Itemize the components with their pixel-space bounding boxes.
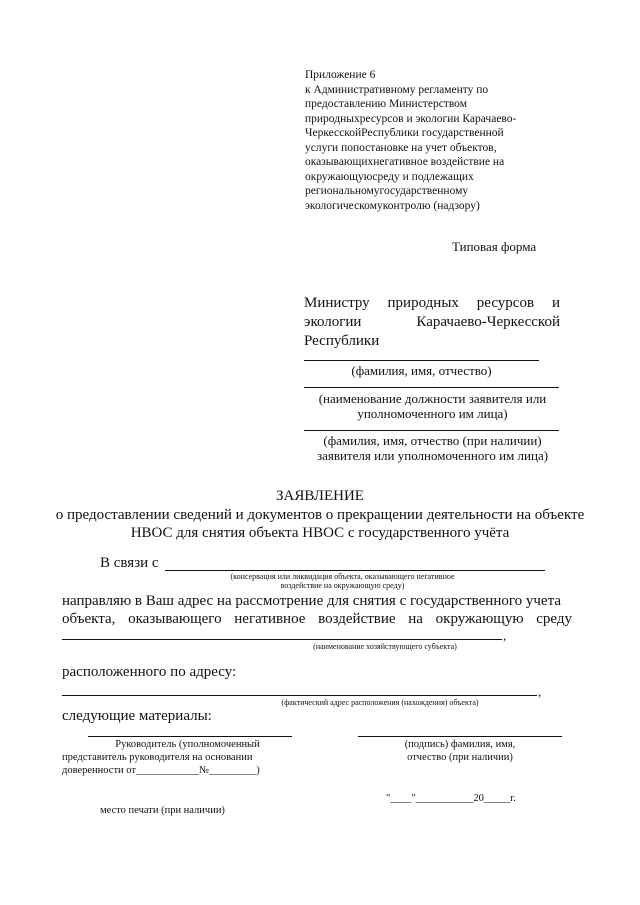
caption-applicant-name-1: (фамилия, имя, отчество (при наличии) bbox=[323, 433, 542, 448]
reason-line bbox=[165, 570, 545, 571]
object-statement: объекта, оказывающего негативное воздействие на окружающую среду bbox=[62, 611, 572, 627]
caption-reason-2: воздействие на окружающую среду) bbox=[280, 581, 405, 590]
applicant-name-line bbox=[304, 430, 559, 431]
caption-addressee-name: (фамилия, имя, отчество) bbox=[351, 363, 492, 378]
caption-entity: (наименование хозяйствующего субъекта) bbox=[313, 642, 457, 651]
signature-caption-2: отчество (при наличии) bbox=[407, 752, 513, 763]
caption-applicant-position-2: уполномоченного им лица) bbox=[357, 406, 508, 421]
caption-reason-1: (консервация или ликвидация объекта, оказывающего негативное bbox=[230, 572, 455, 581]
addressee-line-1: Министру природных ресурсов и bbox=[304, 295, 560, 311]
caption-address: (фактический адрес расположения (нахождения) объекта) bbox=[281, 698, 479, 707]
title-subline-2: НВОС для снятия объекта НВОС с государственного учёта bbox=[130, 525, 510, 541]
send-statement: направляю в Ваш адрес на рассмотрение для снятия с государственного учета bbox=[62, 593, 561, 609]
applicant-position-line bbox=[304, 387, 559, 388]
addressee-line-2: экологии Карачаево-Черкесской bbox=[304, 314, 560, 330]
in-connection-label: В связи с bbox=[100, 555, 159, 571]
signatory-caption-2: представитель руководителя на основании bbox=[62, 752, 253, 763]
signature-caption-1: (подпись) фамилия, имя, bbox=[404, 739, 516, 750]
caption-applicant-position-1: (наименование должности заявителя или bbox=[318, 391, 547, 406]
signature-line bbox=[358, 736, 562, 737]
date-field: "____"___________20_____г. bbox=[386, 793, 516, 804]
address-line bbox=[62, 695, 537, 696]
address-comma: , bbox=[538, 684, 542, 699]
addressee-name-line bbox=[304, 360, 539, 361]
appendix-reference: Приложение 6 к Административному регламенту по предоставлению Министерством природныхресурсов и экологии Карачаево- ЧеркесскойРеспублики государственной услуги попостановке на учет объектов, оказывающихнегативное воздействие на окружающуюсреду и подлежащих региональномугосударственному экологическомуконтролю (надзору) bbox=[305, 69, 517, 212]
document-title: ЗАЯВЛЕНИЕ bbox=[276, 488, 364, 504]
signatory-caption-1: Руководитель (уполномоченный bbox=[115, 739, 260, 750]
entity-comma: , bbox=[503, 628, 507, 643]
materials-label: следующие материалы: bbox=[62, 708, 212, 724]
caption-applicant-name-2: заявителя или уполномоченного им лица) bbox=[316, 448, 549, 463]
signatory-line bbox=[88, 736, 292, 737]
seal-label: место печати (при наличии) bbox=[100, 805, 225, 816]
title-subline-1: о предоставлении сведений и документов о прекращении деятельности на объекте bbox=[55, 507, 585, 523]
located-label: расположенного по адресу: bbox=[62, 664, 237, 680]
signatory-caption-3: доверенности от____________№_________) bbox=[62, 765, 260, 776]
entity-line bbox=[62, 639, 502, 640]
addressee-line-3: Республики bbox=[304, 333, 380, 349]
form-type-label: Типовая форма bbox=[452, 239, 537, 254]
